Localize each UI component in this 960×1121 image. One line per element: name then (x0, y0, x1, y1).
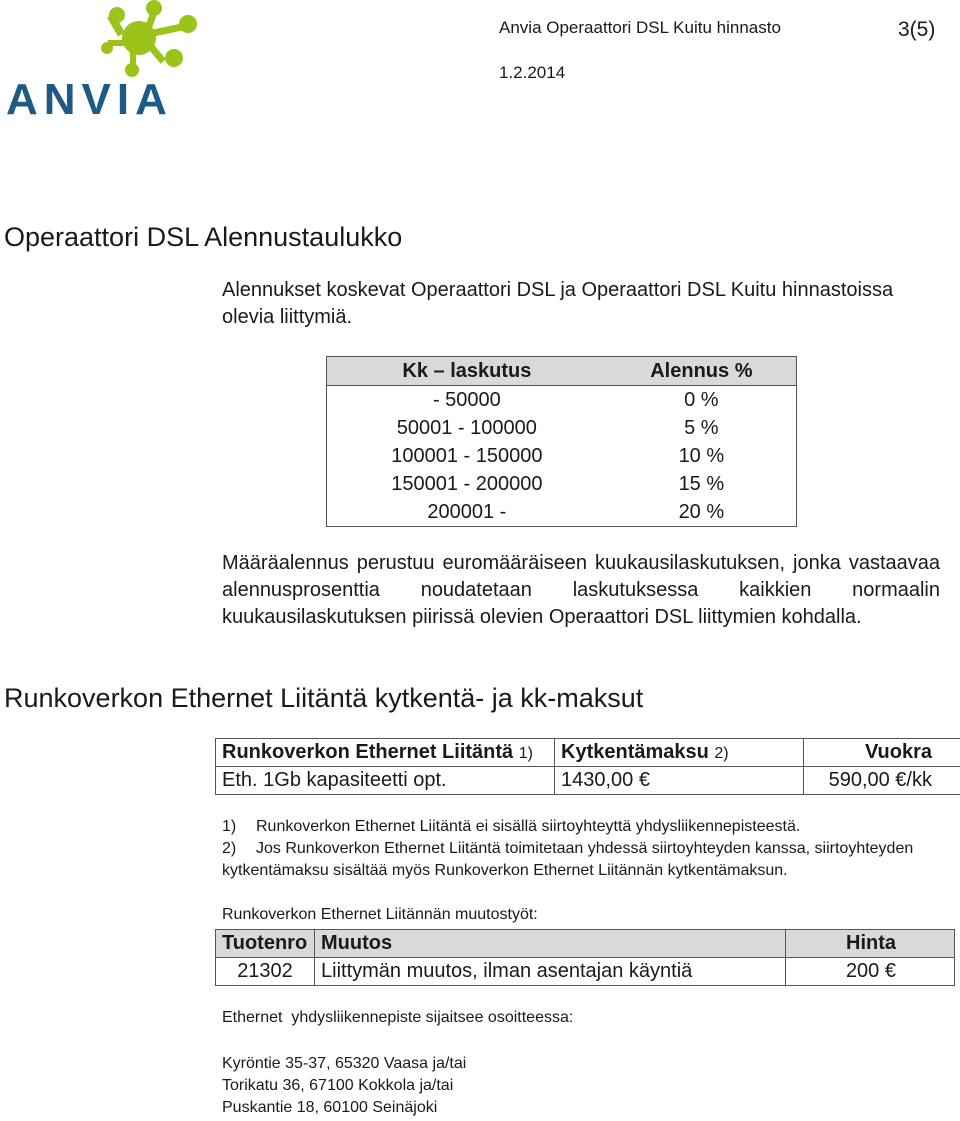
column-header: Tuotenro (216, 930, 315, 958)
footnote-continuation: kytkentämaksu sisältää myös Runkoverkon Ethernet Liitännän kytkentämaksun. (222, 862, 788, 879)
column-header: Hinta (786, 930, 955, 958)
footnote-ref: 1) (518, 745, 533, 762)
table-row (216, 767, 960, 795)
footnote-text: Jos Runkoverkon Ethernet Liitäntä toimitetaan yhdessä siirtoyhteyden kanssa, siirtoyhteyden (256, 840, 914, 857)
address-line: Kyröntie 35-37, 65320 Vaasa ja/tai (222, 1055, 467, 1072)
footnote-number: 2) (222, 840, 237, 857)
table-cell: 0 % (684, 388, 719, 411)
address-line: Puskantie 18, 60100 Seinäjoki (222, 1099, 438, 1116)
changes-label: Runkoverkon Ethernet Liitännän muutostyöt: (222, 906, 538, 923)
intro-paragraph: Alennukset koskevat Operaattori DSL ja Operaattori DSL Kuitu hinnastoissa olevia liittymiä. (222, 279, 894, 328)
table-cell: - 50000 (432, 388, 501, 411)
location-label: Ethernet yhdysliikennepiste sijaitsee osoitteessa: (222, 1009, 574, 1026)
table-row (327, 442, 797, 470)
section-heading-discounts: Operaattori DSL Alennustaulukko (4, 222, 403, 252)
table-cell: 50001 - 100000 (396, 416, 537, 439)
ethernet-fees-table (215, 738, 960, 795)
table-cell: 20 % (678, 500, 725, 523)
table-row (216, 958, 955, 986)
page-number: 3(5) (898, 18, 936, 41)
logo-wordmark: ANVIA (6, 75, 173, 120)
table-row (327, 414, 797, 442)
table-cell: 200001 - (427, 500, 507, 523)
table-cell: Eth. 1Gb kapasiteetti opt. (216, 767, 555, 795)
discount-note-paragraph: Määräalennus perustuu euromääräiseen kuukausilaskutuksen, jonka vastaavaa alennusprosenttia noudatetaan laskutuksessa kaikkien normaalin kuukausilaskutuksen piirissä olevien Operaattori DSL liittymien kohdalla. (222, 552, 940, 628)
change-price-table (215, 929, 955, 986)
table-cell: 5 % (684, 416, 719, 439)
address-list (222, 1053, 466, 1119)
table-cell: 590,00 €/kk (804, 767, 960, 795)
column-header-label: Runkoverkon Ethernet Liitäntä (222, 741, 514, 763)
document-date: 1.2.2014 (499, 63, 566, 82)
footnote (222, 838, 940, 860)
table-cell: 200 € (786, 958, 955, 986)
table-row (327, 498, 797, 527)
address-line: Torikatu 36, 67100 Kokkola ja/tai (222, 1077, 454, 1094)
discount-table (326, 356, 797, 527)
column-header-label: Kytkentämaksu (561, 741, 709, 763)
column-header: Kk – laskutus (327, 357, 607, 386)
table-header-row (216, 739, 960, 767)
footnote-text: Runkoverkon Ethernet Liitäntä ei sisällä siirtoyhteyttä yhdysliikennepisteestä. (256, 818, 801, 835)
footnote-ref: 2) (714, 745, 729, 762)
table-cell: 1430,00 € (555, 767, 804, 795)
column-header (216, 739, 555, 767)
table-header-row (216, 930, 955, 958)
table-row (327, 386, 797, 415)
section-heading-ethernet: Runkoverkon Ethernet Liitäntä kytkentä- ja kk-maksut (4, 683, 644, 713)
table-cell: 21302 (216, 958, 315, 986)
document-title: Anvia Operaattori DSL Kuitu hinnasto (499, 18, 781, 37)
table-cell: 10 % (678, 444, 725, 467)
table-cell: Liittymän muutos, ilman asentajan käyntiä (315, 958, 786, 986)
footnote-number: 1) (222, 818, 237, 835)
table-cell: 100001 - 150000 (391, 444, 543, 467)
logo-splash-icon (101, 0, 197, 77)
column-header: Muutos (315, 930, 786, 958)
column-header: Alennus % (607, 357, 797, 386)
table-header-row (327, 357, 797, 386)
footnotes (222, 816, 940, 882)
footnote (222, 816, 940, 838)
table-cell: 150001 - 200000 (391, 472, 543, 495)
column-header (804, 739, 960, 767)
table-cell: 15 % (678, 472, 725, 495)
anvia-logo (4, 0, 200, 120)
column-header-label: Vuokra (864, 741, 932, 763)
column-header (555, 739, 804, 767)
table-row (327, 470, 797, 498)
